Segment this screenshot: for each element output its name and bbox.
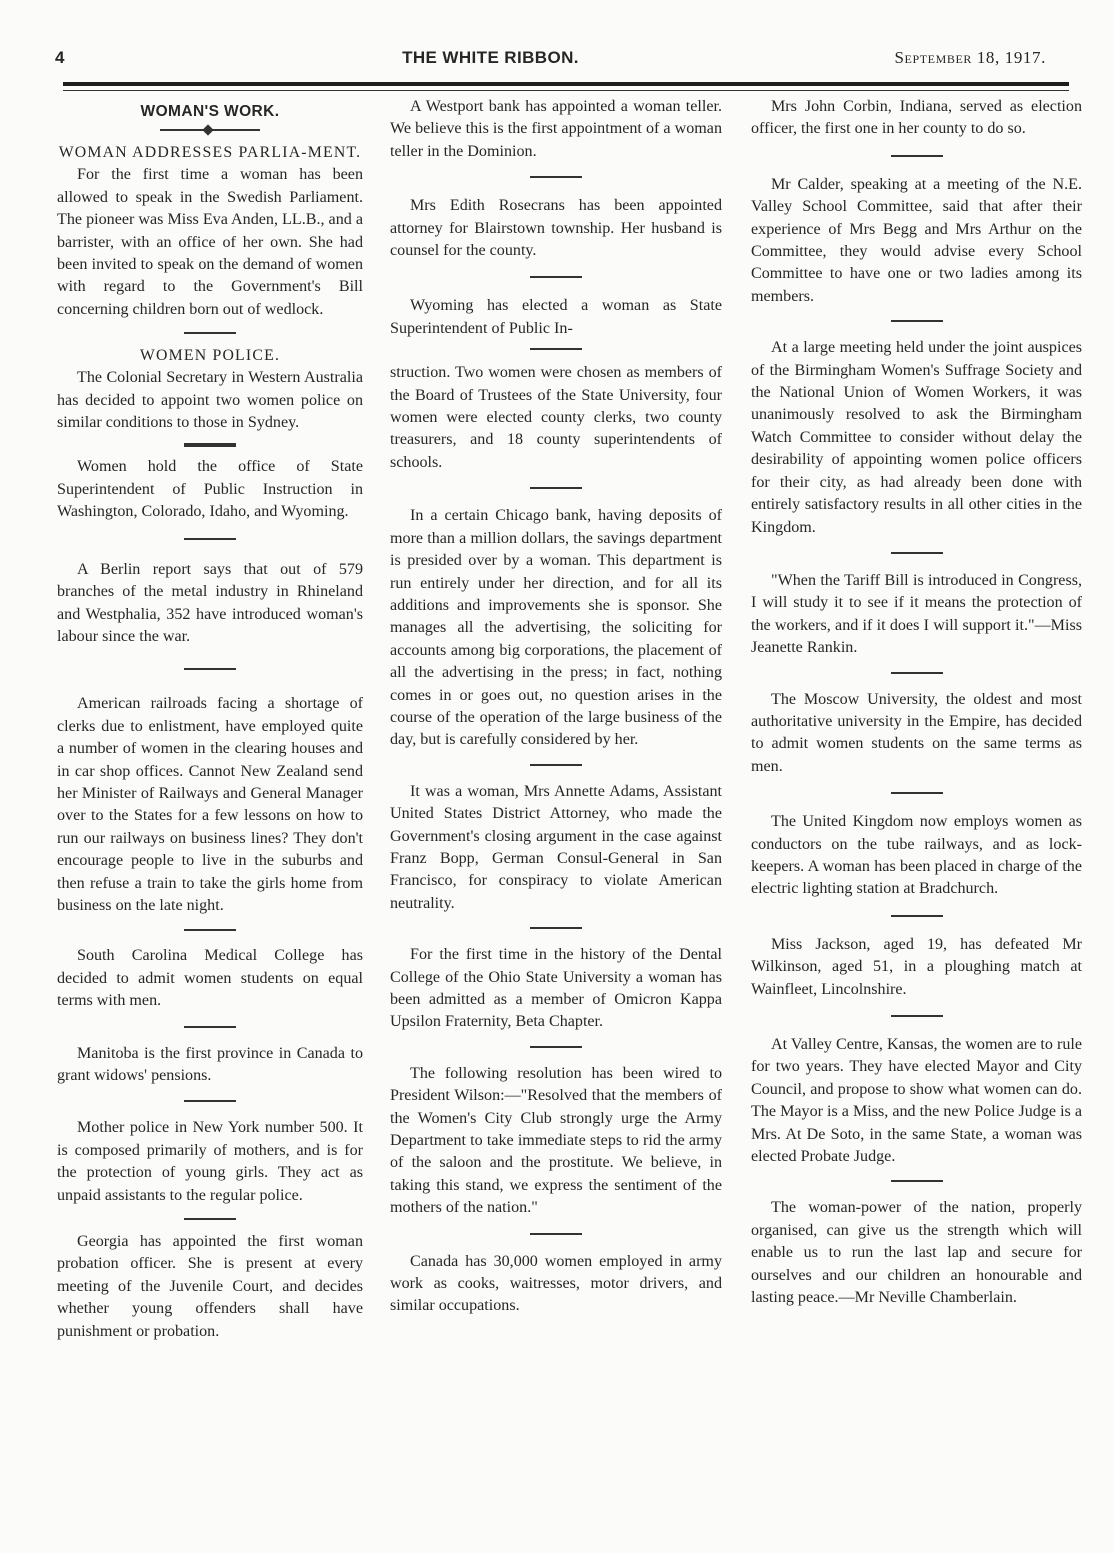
article-text: A Berlin report says that out of 579 branches of the metal industry in Rhineland and Westphalia, 352 have introduced woman's labour since the war.	[57, 560, 363, 645]
article-text: It was a woman, Mrs Annette Adams, Assistant United States District Attorney, who made the Government's closing argument in the case against Franz Bopp, German Consul-General in San Francisco, for conspiracy to violate American neutrality.	[390, 782, 722, 912]
divider	[891, 792, 943, 794]
article-text: A Westport bank has appointed a woman teller. We believe this is the first appointment of a woman teller in the Dominion.	[390, 98, 722, 160]
divider	[184, 1218, 236, 1220]
page-number: 4	[55, 48, 65, 67]
divider	[891, 552, 943, 554]
article-text: Women hold the office of State Superintendent of Public Instruction in Washington, Colorado, Idaho, and Wyoming.	[57, 458, 363, 521]
divider	[530, 927, 582, 929]
masthead-rule	[63, 82, 1069, 86]
article-text: The woman-power of the nation, properly organised, can give us the strength which will enable us to run the last lap and secure for ourselves and our children an honourable and lasting peace.—Mr Neville Chamberlain.	[751, 1199, 1082, 1307]
article-text: struction. Two women were chosen as members of the Board of Trustees of the State University, four women were elected county clerks, two county treasurers, and 18 county superintendents of schools.	[390, 364, 722, 471]
divider	[530, 276, 582, 278]
divider	[184, 1026, 236, 1028]
article-text: Canada has 30,000 women employed in army work as cooks, waitresses, motor drivers, and similar occupations.	[390, 1252, 722, 1315]
article-text: South Carolina Medical College has decided to admit women students on equal terms with men.	[57, 947, 363, 1010]
article-text: American railroads facing a shortage of clerks due to enlistment, have employed quite a number of women in the clearing houses and in car shop offices. Cannot New Zealand send her Minister of Railways and General Manager over to the States for a few lessons on how to run our railways on business lines? They don't encourage people to live in the suburbs and then refuse a train to take the girls home from business on the late night.	[57, 695, 363, 914]
article-text: Mrs Edith Rosecrans has been appointed attorney for Blairstown township. Her husband is counsel for the county.	[390, 197, 722, 260]
divider	[530, 487, 582, 489]
article-text: For the first time in the history of the Dental College of the Ohio State University a woman has been admitted as a member of Omicron Kappa Upsilon Fraternity, Beta Chapter.	[390, 946, 722, 1031]
column-2	[390, 96, 722, 1318]
article-text: In a certain Chicago bank, having deposits of more than a million dollars, the savings department is presided over by a woman. This department is run entirely under her direction, and for all its additions and improvements she is sponsor. She manages all the advertising, the soliciting for accounts among big corporations, the placement of all the advertising in the press; in fact, nothing comes in or goes out, no question arises in the course of the operation of the large business of the day, but is carefully considered by her.	[390, 507, 722, 749]
divider	[184, 1100, 236, 1102]
divider	[184, 332, 236, 334]
newspaper-title: THE WHITE RIBBON.	[402, 48, 579, 67]
divider	[184, 929, 236, 931]
divider	[184, 443, 236, 447]
article-text: Mr Calder, speaking at a meeting of the N.E. Valley School Committee, said that after their experience of Mrs Begg and Mrs Arthur on the Committee, they would advise every School Committee to have one or two ladies among its members.	[751, 175, 1082, 305]
divider	[530, 764, 582, 766]
divider	[891, 320, 943, 322]
article-text: Georgia has appointed the first woman probation officer. She is present at every meeting of the Juvenile Court, and decides whether young offenders shall have punishment or probation.	[57, 1233, 363, 1340]
divider	[184, 668, 236, 670]
article-text: At Valley Centre, Kansas, the women are to rule for two years. They have elected Mayor and City Council, and propose to show what women can do. The Mayor is a Miss, and the new Police Judge is a Mrs. At De Soto, in the same State, a woman was elected Probate Judge.	[751, 1036, 1082, 1166]
article-text: Mrs John Corbin, Indiana, served as election officer, the first one in her county to do so.	[751, 98, 1082, 138]
divider	[891, 672, 943, 674]
divider	[184, 538, 236, 540]
divider	[891, 1015, 943, 1017]
article-text: At a large meeting held under the joint auspices of the Birmingham Women's Suffrage Society and the National Union of Women Workers, it was unanimously resolved to ask the Birmingham Watch Committee to consider without delay the desirability of appointing women police officers for their city, as had already been done with entirely satisfactory results in all other cities in the Kingdom.	[751, 339, 1082, 536]
divider	[891, 915, 943, 917]
article-text: The following resolution has been wired to President Wilson:—"Resolved that the members of the Women's City Club strongly urge the Army Department to take immediate steps to rid the army of the saloon and the prostitute. We believe, in taking this stand, we express the sentiment of the mothers of the nation."	[390, 1064, 722, 1217]
column-3	[751, 96, 1082, 1309]
ornamental-divider	[160, 129, 260, 131]
article-text: The United Kingdom now employs women as conductors on the tube railways, and as lock-keepers. A woman has been placed in charge of the electric lighting station at Bradchurch.	[751, 813, 1082, 898]
article-text: Miss Jackson, aged 19, has defeated Mr Wilkinson, aged 51, in a ploughing match at Wainfleet, Lincolnshire.	[751, 935, 1082, 998]
article-text: The Moscow University, the oldest and most authoritative university in the Empire, has decided to admit women students on the same terms as men.	[751, 690, 1082, 775]
divider	[891, 155, 943, 157]
article-text: The Colonial Secretary in Western Australia has decided to appoint two women police on similar conditions to those in Sydney.	[57, 369, 363, 432]
article-heading: WOMAN ADDRESSES PARLIA-MENT.	[58, 144, 362, 162]
article-text: Mother police in New York number 500. It is composed primarily of mothers, and is for the protection of young girls. They act as unpaid assistants to the regular police.	[57, 1119, 363, 1204]
divider	[891, 1180, 943, 1182]
section-title: WOMAN'S WORK.	[140, 103, 280, 120]
divider	[530, 1046, 582, 1048]
divider	[530, 348, 582, 350]
article-text: Manitoba is the first province in Canada to grant widows' pensions.	[57, 1044, 363, 1084]
article-heading: WOMEN POLICE.	[139, 347, 281, 365]
article-text: For the first time a woman has been allowed to speak in the Swedish Parliament. The pioneer was Miss Eva Anden, LL.B., and a barrister, with an office of her own. She had been invited to speak on the demand of women with regard to the Government's Bill concerning children born out of wedlock.	[57, 166, 363, 318]
masthead	[55, 44, 1046, 72]
issue-date: September 18, 1917.	[894, 48, 1046, 67]
column-1	[57, 96, 363, 1343]
masthead-rule-thin	[63, 90, 1069, 91]
article-text: "When the Tariff Bill is introduced in Congress, I will study it to see if it means the protection of the workers, and if it does I will support it."—Miss Jeanette Rankin.	[751, 571, 1082, 657]
divider	[530, 1233, 582, 1235]
article-text: Wyoming has elected a woman as State Superintendent of Public In-	[390, 297, 722, 337]
divider	[530, 176, 582, 178]
